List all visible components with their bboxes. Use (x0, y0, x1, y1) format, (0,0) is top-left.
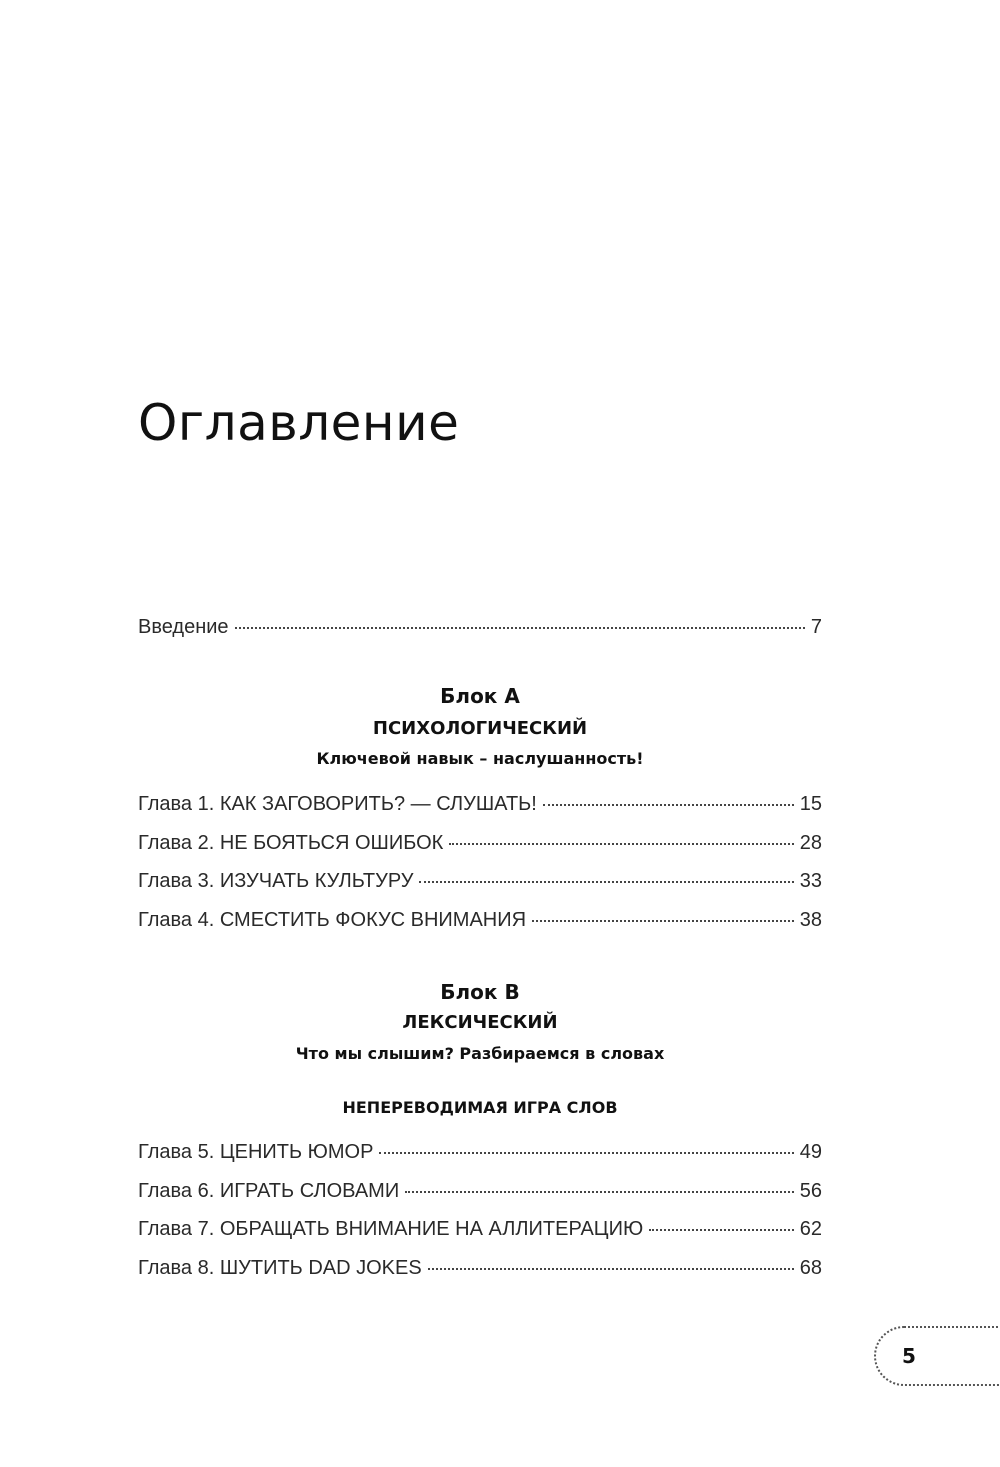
toc-entry-chapter-7[interactable] (138, 1214, 822, 1244)
block-a-name: Блок A (440, 684, 520, 708)
toc-entry-chapter-4[interactable] (138, 905, 822, 935)
toc-entry-label: Глава 1. КАК ЗАГОВОРИТЬ? — СЛУШАТЬ! (138, 793, 537, 815)
toc-entry-introduction[interactable] (138, 612, 822, 642)
toc-entry-label: Глава 7. ОБРАЩАТЬ ВНИМАНИЕ НА АЛЛИТЕРАЦИЮ (138, 1218, 644, 1240)
section-heading: НЕПЕРЕВОДИМАЯ ИГРА СЛОВ (342, 1098, 618, 1117)
dot-leader (532, 920, 794, 922)
page-title: Оглавление (138, 394, 460, 452)
toc-entry-page: 7 (810, 616, 822, 638)
dot-leader (235, 627, 805, 629)
toc-entry-label: Глава 6. ИГРАТЬ СЛОВАМИ (138, 1180, 400, 1202)
toc-entry-page: 68 (799, 1257, 822, 1279)
page-number: 5 (902, 1344, 916, 1368)
toc-entry-page: 49 (799, 1141, 822, 1163)
toc-entry-chapter-1[interactable] (138, 789, 822, 819)
toc-entry-page: 62 (799, 1218, 822, 1240)
block-a-type: ПСИХОЛОГИЧЕСКИЙ (372, 718, 588, 739)
dot-leader (449, 843, 793, 845)
block-b-subtitle: Что мы слышим? Разбираемся в словах (295, 1044, 665, 1063)
dot-leader (379, 1152, 793, 1154)
toc-entry-page: 15 (799, 793, 822, 815)
toc-entry-label: Глава 4. СМЕСТИТЬ ФОКУС ВНИМАНИЯ (138, 909, 527, 931)
toc-entry-page: 56 (799, 1180, 822, 1202)
dot-leader (419, 881, 793, 883)
toc-entry-label: Введение (138, 616, 229, 638)
toc-entry-page: 33 (799, 870, 822, 892)
toc-entry-chapter-5[interactable] (138, 1137, 822, 1167)
block-b-type: ЛЕКСИЧЕСКИЙ (402, 1012, 558, 1033)
dot-leader (428, 1268, 794, 1270)
block-b-name: Блок B (440, 980, 520, 1004)
block-a-subtitle: Ключевой навык – наслушанность! (316, 749, 644, 768)
toc-entry-chapter-6[interactable] (138, 1176, 822, 1206)
toc-entry-chapter-8[interactable] (138, 1253, 822, 1283)
toc-entry-label: Глава 8. ШУТИТЬ DAD JOKES (138, 1257, 422, 1279)
toc-entry-label: Глава 3. ИЗУЧАТЬ КУЛЬТУРУ (138, 870, 414, 892)
toc-entry-chapter-3[interactable] (138, 866, 822, 896)
toc-entry-page: 38 (799, 909, 822, 931)
dot-leader (543, 804, 794, 806)
dot-leader (649, 1229, 794, 1231)
toc-entry-label: Глава 5. ЦЕНИТЬ ЮМОР (138, 1141, 374, 1163)
dot-leader (405, 1191, 794, 1193)
toc-entry-chapter-2[interactable] (138, 828, 822, 858)
toc-entry-page: 28 (799, 832, 822, 854)
toc-entry-label: Глава 2. НЕ БОЯТЬСЯ ОШИБОК (138, 832, 444, 854)
